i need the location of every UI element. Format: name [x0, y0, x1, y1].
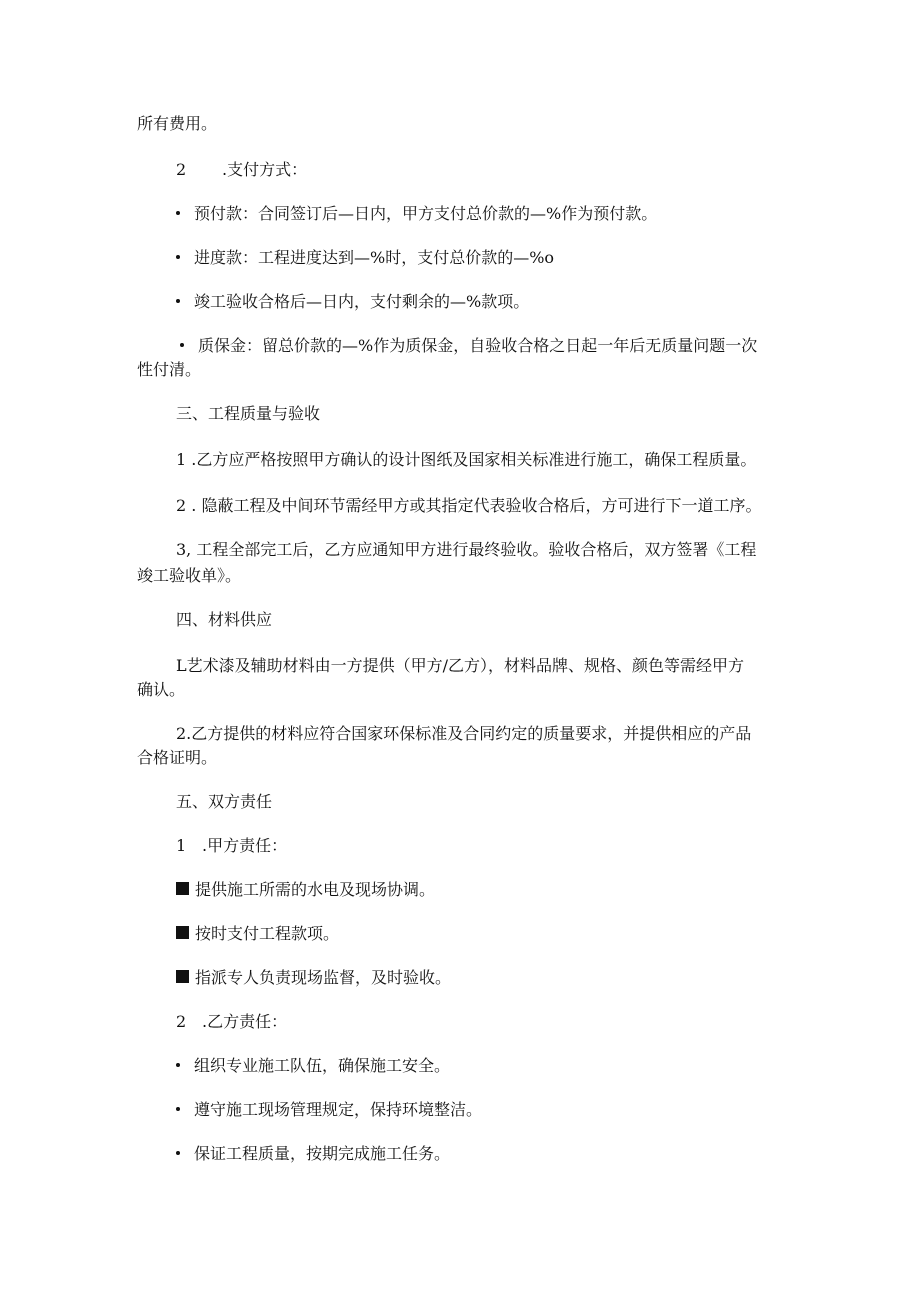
paragraph-line: 2 . 隐蔽工程及中间环节需经甲方或其指定代表验收合格后，方可进行下一道工序。	[176, 496, 762, 515]
bullet-icon	[176, 1151, 180, 1155]
section-heading: 四、材料供应	[176, 610, 273, 629]
list-item: 竣工验收合格后—日内，支付剩余的—%款项。	[176, 292, 529, 312]
list-item: 进度款：工程进度达到—%时，支付总价款的—%o	[176, 248, 554, 268]
paragraph-line: L艺术漆及辅助材料由一方提供（甲方/乙方），材料品牌、规格、颜色等需经甲方	[176, 656, 745, 675]
bullet-icon	[176, 1107, 180, 1111]
section-heading: 三、工程质量与验收	[176, 404, 321, 423]
paragraph-line: 2.乙方提供的材料应符合国家环保标准及合同约定的质量要求，并提供相应的产品	[176, 724, 752, 743]
bullet-icon	[176, 299, 180, 303]
list-item: 按时支付工程款项。	[176, 924, 339, 944]
list-item: 组织专业施工队伍，确保施工安全。	[176, 1056, 450, 1076]
list-item: 质保金：留总价款的—%作为质保金，自验收合格之日起一年后无质量问题一次	[180, 336, 757, 356]
section-heading: 五、双方责任	[176, 792, 273, 811]
paragraph-line: 确认。	[137, 680, 186, 699]
bullet-icon	[176, 255, 180, 259]
bullet-icon	[176, 1063, 180, 1067]
paragraph-line: 3, 工程全部完工后，乙方应通知甲方进行最终验收。验收合格后，双方签署《工程	[176, 540, 757, 559]
paragraph-line: 竣工验收单》。	[137, 566, 242, 585]
paragraph-line: 1 .乙方应严格按照甲方确认的设计图纸及国家相关标准进行施工，确保工程质量。	[176, 450, 757, 469]
list-item: 提供施工所需的水电及现场协调。	[176, 880, 435, 900]
list-item: 指派专人负责现场监督，及时验收。	[176, 968, 451, 988]
paragraph-line: 所有费用。	[137, 114, 218, 133]
subsection-heading: 1 .甲方责任：	[176, 836, 288, 855]
bullet-icon	[176, 211, 180, 215]
list-item: 遵守施工现场管理规定，保持环境整洁。	[176, 1100, 482, 1120]
list-item: 预付款：合同签订后—日内，甲方支付总价款的—%作为预付款。	[176, 204, 657, 224]
section-heading-payment: 2 .支付方式：	[176, 160, 308, 179]
square-bullet-icon	[176, 926, 189, 939]
paragraph-line: 合格证明。	[137, 748, 218, 767]
subsection-heading: 2 .乙方责任：	[176, 1012, 288, 1031]
square-bullet-icon	[176, 970, 189, 983]
paragraph-line: 性付清。	[137, 360, 202, 379]
bullet-icon	[180, 343, 184, 347]
square-bullet-icon	[176, 882, 189, 895]
list-item: 保证工程质量，按期完成施工任务。	[176, 1144, 450, 1164]
